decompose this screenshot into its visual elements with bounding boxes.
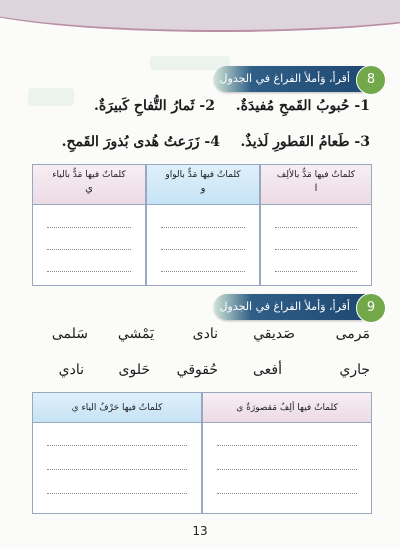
exercise-8-header [214,66,384,92]
answer-line[interactable] [47,445,187,446]
word: أفعى [252,362,282,378]
answer-line[interactable] [161,271,245,272]
answer-line[interactable] [47,271,131,272]
sentence-4: 4- زَرَعتُ هُدى بُذورَ القَمحِ. [61,134,220,150]
column-ya-header: كلماتٌ فيها مَدٌّ بالياء ي [33,165,145,205]
exercise-8-number: 8 [356,65,386,95]
column-waw [146,164,260,286]
answer-line[interactable] [217,493,357,494]
exercise-9-header [214,294,384,320]
word: حُقوقي [176,362,218,378]
column-alif-header: كلماتٌ فيها مَدٌّ بالألِف ا [261,165,371,205]
alif-maqsura-table [32,392,372,514]
page-number: 13 [192,524,208,538]
ya-letter: ي [85,183,93,194]
answer-line[interactable] [47,227,131,228]
answer-line[interactable] [275,227,357,228]
sentence-3: 3- طَعامُ الفَطورِ لَذيذٌ. [240,134,370,150]
word: سَلمى [51,326,88,342]
column-alif [260,164,372,286]
word: جاري [339,362,370,378]
sentence-2: 2- ثَمارُ التُّفاحِ كَبيرَةٌ. [93,98,215,114]
column-ya-letter [32,392,202,514]
answer-line[interactable] [217,469,357,470]
exercise-9-title: أقرأ، وَأملأ الفراغ في الجدول [219,300,350,313]
word: يَمْشي [117,326,154,342]
vowel-table [32,164,372,286]
exercise-9-number: 9 [356,293,386,323]
column-ya [32,164,146,286]
exercise-8-title: أقرأ، وَأملأ الفراغ في الجدول [219,72,350,85]
alif-letter: ا [314,183,318,194]
sentence-1: 1- حُبوبُ القَمحِ مُفيدَةٌ. [235,98,370,114]
answer-line[interactable] [47,493,187,494]
column-alif-maqsura-header: كلماتٌ فيها ألِفٌ مَقصورَةٌ ى [203,393,371,423]
word: نادى [192,326,218,342]
word: حَلوى [118,362,150,378]
answer-line[interactable] [161,249,245,250]
column-ya-letter-header: كلماتٌ فيها حَرْفُ الياء ي [33,393,201,423]
answer-line[interactable] [47,249,131,250]
answer-line[interactable] [275,249,357,250]
answer-line[interactable] [161,227,245,228]
column-alif-maqsura [202,392,372,514]
answer-line[interactable] [47,469,187,470]
column-waw-header: كلماتٌ فيها مَدٌّ بالواو و [147,165,259,205]
word: صَديقي [253,326,295,342]
waw-letter: و [200,183,206,194]
word: نادي [58,362,84,378]
answer-line[interactable] [217,445,357,446]
word: مَرمى [335,326,370,342]
answer-line[interactable] [275,271,357,272]
bleed-through-shape [28,88,74,106]
page-top-curve [0,0,400,34]
